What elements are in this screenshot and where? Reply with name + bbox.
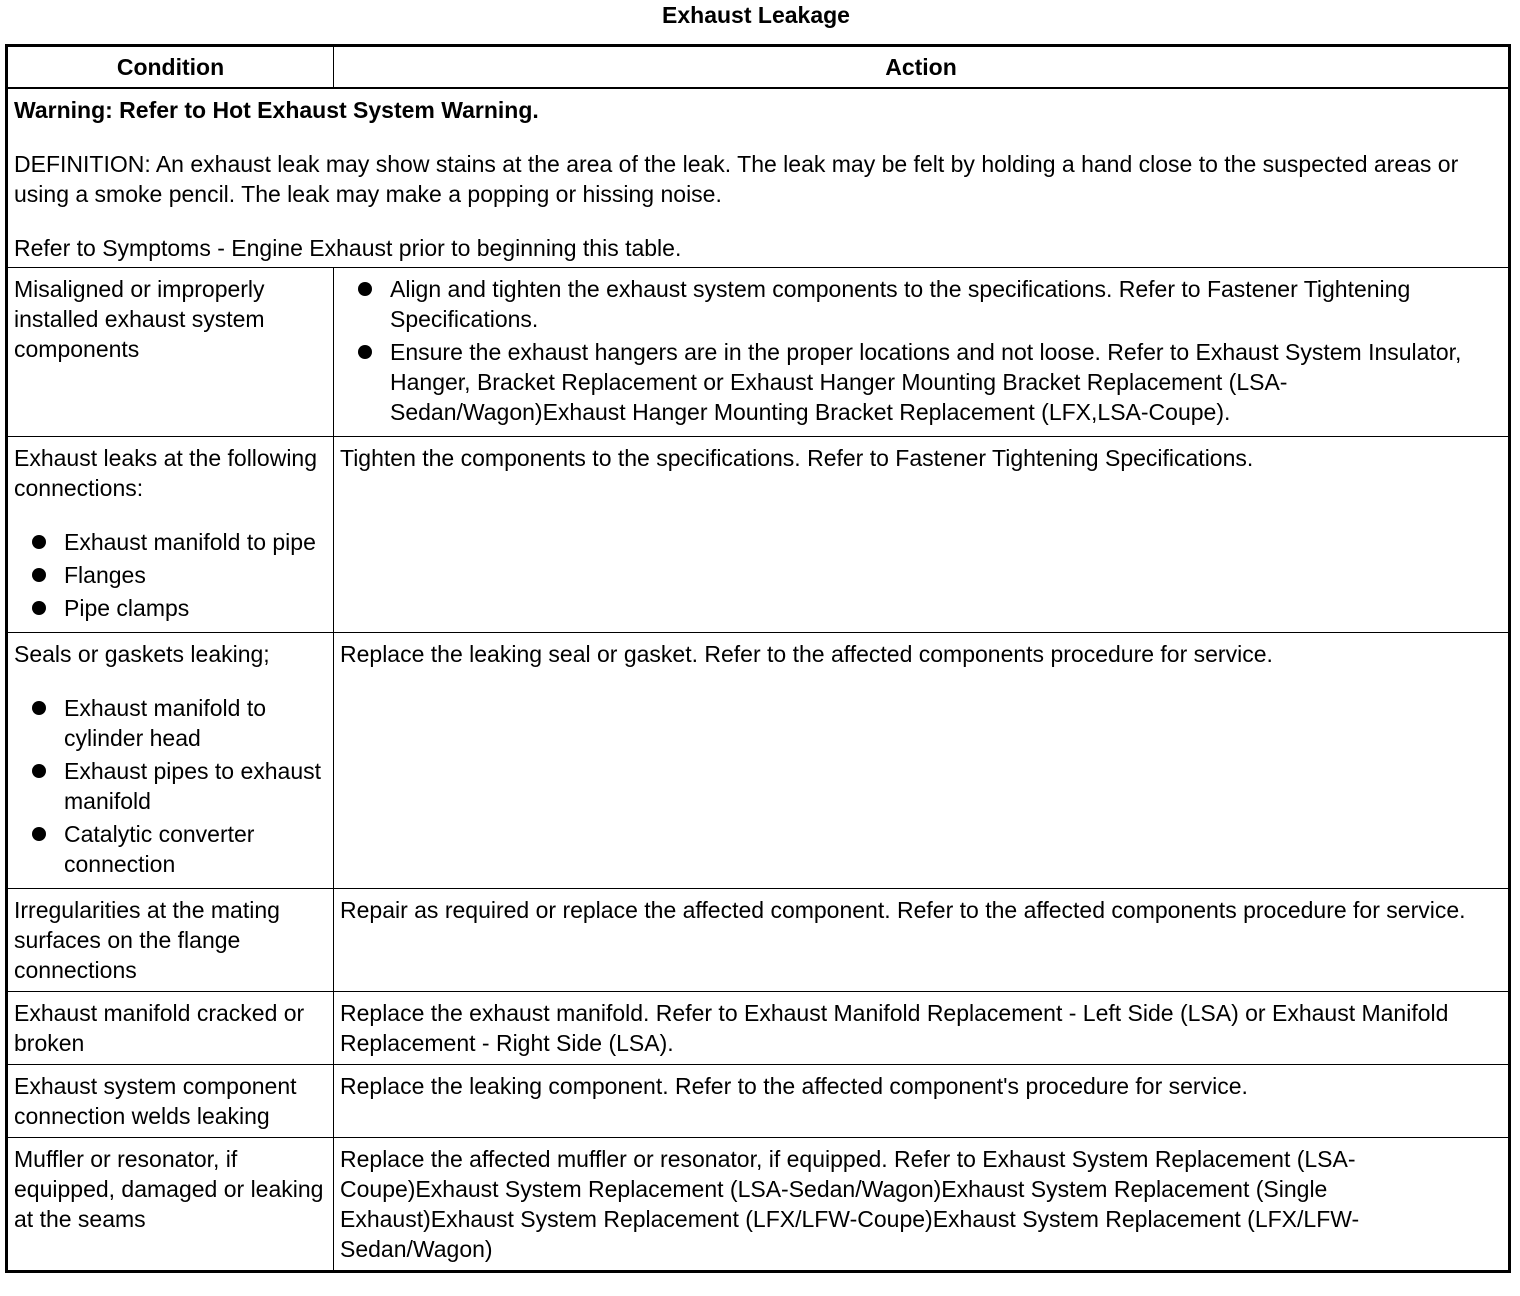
condition-cell bbox=[7, 437, 334, 633]
condition-cell bbox=[7, 268, 334, 437]
condition-text: Irregularities at the mating surfaces on the flange connections bbox=[14, 897, 280, 983]
table-row bbox=[7, 889, 1510, 992]
table-row bbox=[7, 633, 1510, 889]
intro-cell bbox=[7, 88, 1510, 268]
exhaust-leakage-table bbox=[5, 44, 1511, 1273]
table-row bbox=[7, 1138, 1510, 1272]
table-header-row bbox=[7, 46, 1510, 89]
table-row bbox=[7, 437, 1510, 633]
intro-row bbox=[7, 88, 1510, 268]
action-list bbox=[340, 274, 1502, 427]
action-cell bbox=[334, 633, 1510, 889]
definition-text: DEFINITION: An exhaust leak may show stains at the area of the leak. The leak may be felt by holding a hand close to the suspected areas or using a smoke pencil. The leak may make a popping or hissing noise. bbox=[14, 151, 1459, 207]
action-header: Action bbox=[334, 46, 1510, 89]
action-cell bbox=[334, 992, 1510, 1065]
action-cell bbox=[334, 1138, 1510, 1272]
condition-header: Condition bbox=[7, 46, 334, 89]
condition-cell bbox=[7, 889, 334, 992]
list-item: Align and tighten the exhaust system components to the specifications. Refer to Fastener Tightening Specifications. bbox=[340, 274, 1502, 334]
condition-cell bbox=[7, 1065, 334, 1138]
condition-text: Exhaust system component connection welds leaking bbox=[14, 1073, 297, 1129]
table-row bbox=[7, 268, 1510, 437]
table-row bbox=[7, 1065, 1510, 1138]
action-text: Repair as required or replace the affected component. Refer to the affected components procedure for service. bbox=[340, 897, 1466, 923]
action-cell bbox=[334, 437, 1510, 633]
condition-cell bbox=[7, 633, 334, 889]
action-text: Replace the leaking seal or gasket. Refer to the affected components procedure for service. bbox=[340, 641, 1273, 667]
condition-list bbox=[14, 527, 327, 623]
condition-cell bbox=[7, 992, 334, 1065]
condition-text: Muffler or resonator, if equipped, damaged or leaking at the seams bbox=[14, 1146, 324, 1232]
warning-text: Warning: Refer to Hot Exhaust System Warning. bbox=[14, 97, 539, 123]
condition-text: Seals or gaskets leaking; bbox=[14, 641, 270, 667]
list-item: Exhaust pipes to exhaust manifold bbox=[14, 756, 327, 816]
list-item: Pipe clamps bbox=[14, 593, 327, 623]
list-item: Exhaust manifold to cylinder head bbox=[14, 693, 327, 753]
action-cell bbox=[334, 268, 1510, 437]
list-item: Exhaust manifold to pipe bbox=[14, 527, 327, 557]
action-cell bbox=[334, 889, 1510, 992]
table-row bbox=[7, 992, 1510, 1065]
action-text: Replace the leaking component. Refer to the affected component's procedure for service. bbox=[340, 1073, 1248, 1099]
condition-text: Exhaust manifold cracked or broken bbox=[14, 1000, 305, 1056]
condition-cell bbox=[7, 1138, 334, 1272]
refer-text: Refer to Symptoms - Engine Exhaust prior to beginning this table. bbox=[14, 235, 682, 261]
list-item: Flanges bbox=[14, 560, 327, 590]
condition-text: Misaligned or improperly installed exhaust system components bbox=[14, 276, 265, 362]
action-text: Replace the exhaust manifold. Refer to Exhaust Manifold Replacement - Left Side (LSA) or Exhaust Manifold Replacement - Right Side (LSA). bbox=[340, 1000, 1449, 1056]
condition-list bbox=[14, 693, 327, 879]
list-item: Catalytic converter connection bbox=[14, 819, 327, 879]
document-title: Exhaust Leakage bbox=[662, 2, 850, 28]
action-text: Tighten the components to the specifications. Refer to Fastener Tightening Specifications. bbox=[340, 445, 1254, 471]
action-text: Replace the affected muffler or resonator, if equipped. Refer to Exhaust System Replacement (LSA-Coupe)Exhaust System Replacement (LSA-Sedan/Wagon)Exhaust System Replacement (Single Exhaust)Exhaust System Replacement (LFX/LFW-Coupe)Exhaust System Replacement (LFX/LFW-Sedan/Wagon) bbox=[340, 1146, 1360, 1262]
action-cell bbox=[334, 1065, 1510, 1138]
list-item: Ensure the exhaust hangers are in the proper locations and not loose. Refer to Exhaust System Insulator, Hanger, Bracket Replacement or Exhaust Hanger Mounting Bracket Replacement (LSA-Sedan/Wagon)Exhaust Hanger Mounting Bracket Replacement (LFX,LSA-Coupe). bbox=[340, 337, 1502, 427]
condition-text: Exhaust leaks at the following connections: bbox=[14, 445, 318, 501]
